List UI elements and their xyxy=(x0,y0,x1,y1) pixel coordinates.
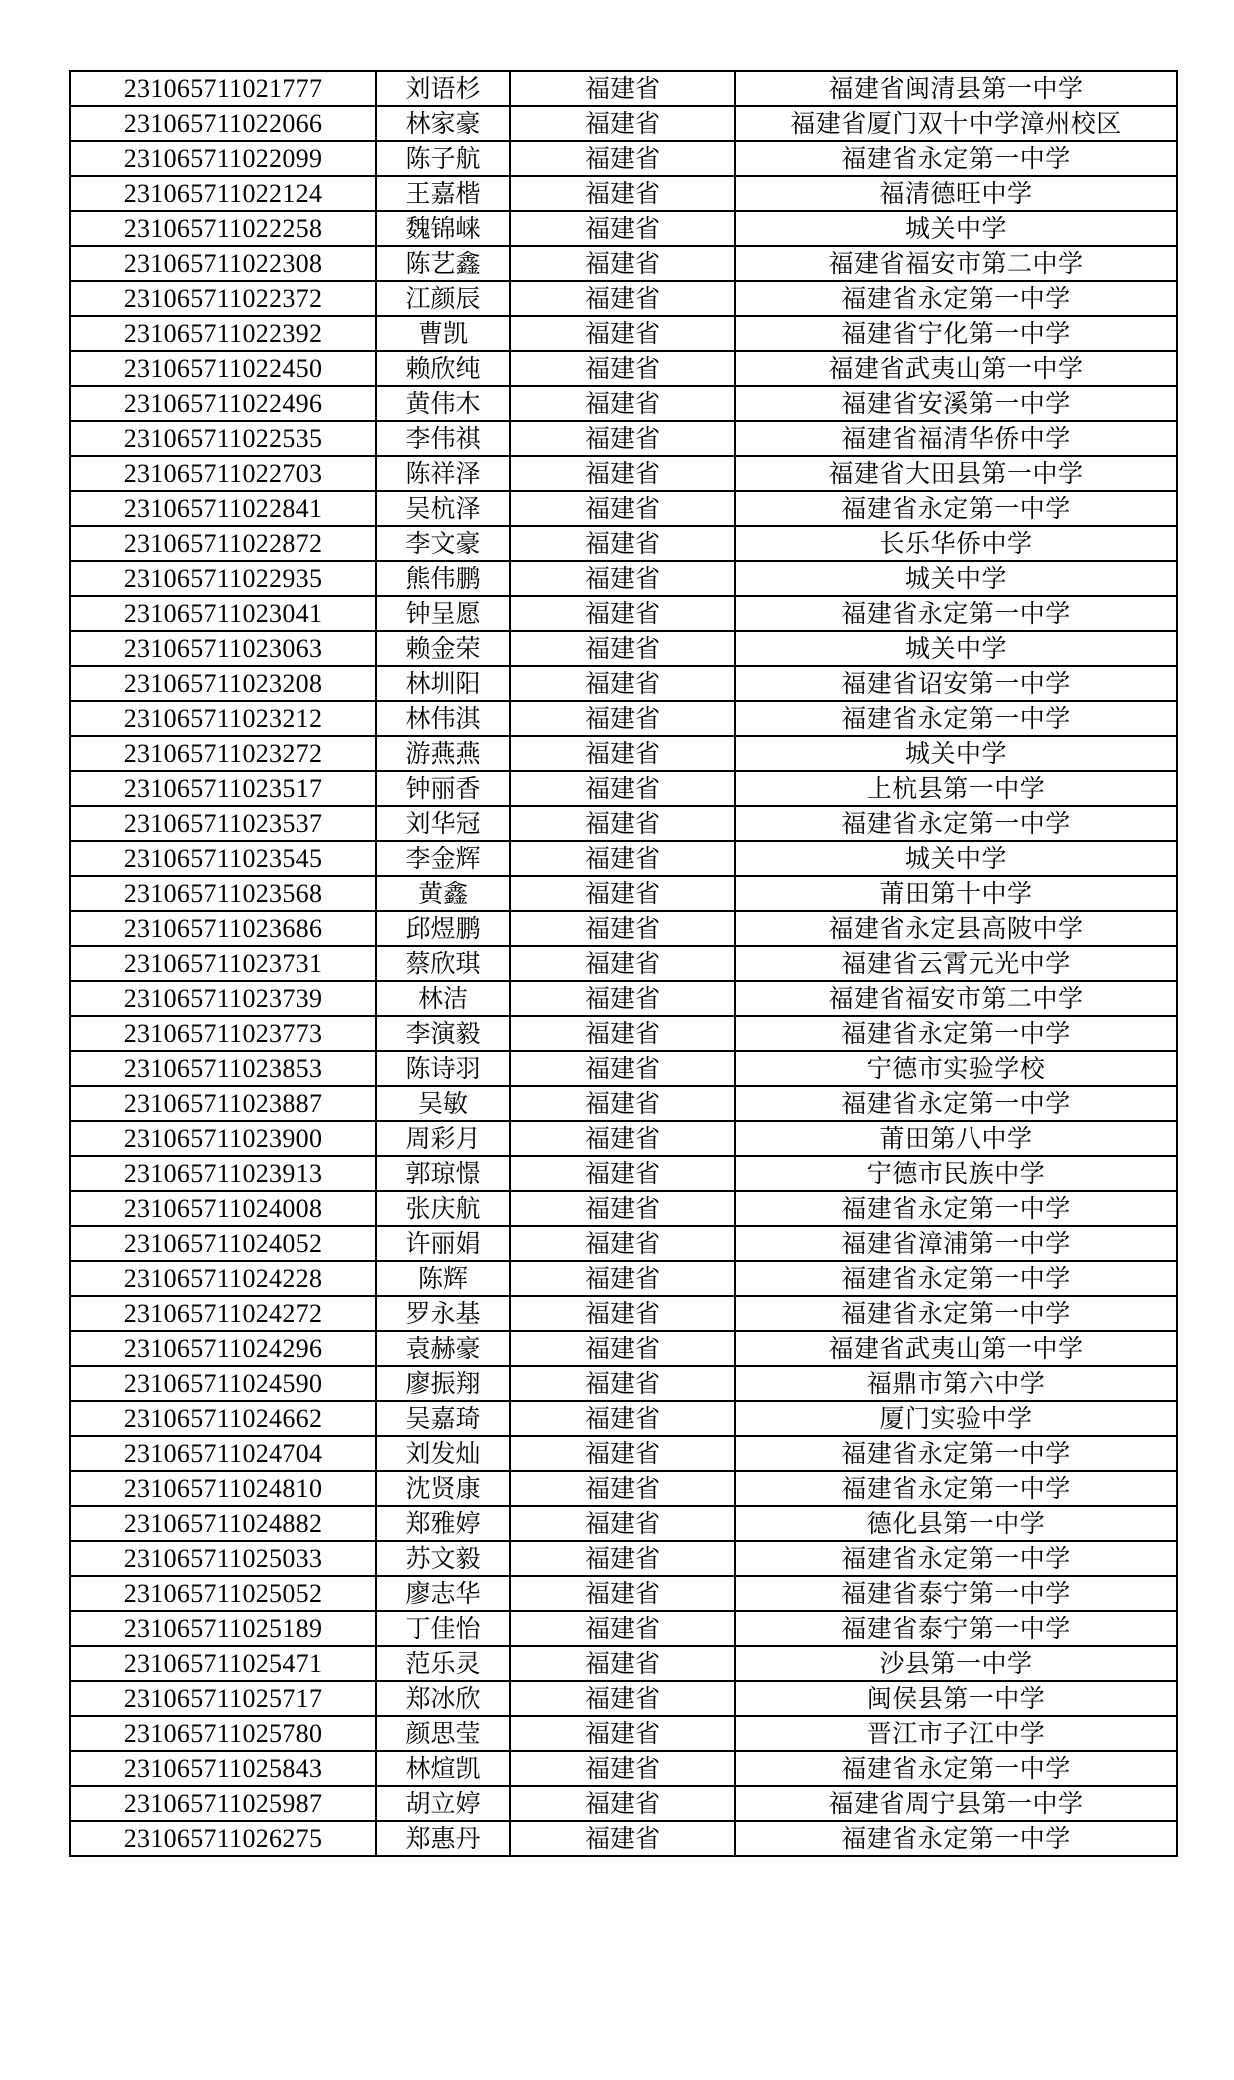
school-cell: 德化县第一中学 xyxy=(735,1506,1177,1541)
admission-roster-table xyxy=(69,70,1178,1857)
school-cell: 福建省永定第一中学 xyxy=(735,1541,1177,1576)
student-name-cell: 郑雅婷 xyxy=(376,1506,510,1541)
school-cell: 福建省永定第一中学 xyxy=(735,1191,1177,1226)
student-name-cell: 刘语杉 xyxy=(376,71,510,106)
student-name-cell: 吴嘉琦 xyxy=(376,1401,510,1436)
candidate-id-cell: 231065711025033 xyxy=(70,1541,376,1576)
school-cell: 福建省福安市第二中学 xyxy=(735,246,1177,281)
school-cell: 城关中学 xyxy=(735,211,1177,246)
province-cell: 福建省 xyxy=(510,701,735,736)
school-cell: 城关中学 xyxy=(735,736,1177,771)
province-cell: 福建省 xyxy=(510,351,735,386)
candidate-id-cell: 231065711023568 xyxy=(70,876,376,911)
student-name-cell: 熊伟鹏 xyxy=(376,561,510,596)
candidate-id-cell: 231065711023517 xyxy=(70,771,376,806)
school-cell: 福建省诏安第一中学 xyxy=(735,666,1177,701)
province-cell: 福建省 xyxy=(510,1681,735,1716)
school-cell: 福建省永定第一中学 xyxy=(735,1086,1177,1121)
table-row xyxy=(70,771,1177,806)
school-cell: 福建省永定第一中学 xyxy=(735,491,1177,526)
table-row xyxy=(70,1436,1177,1471)
table-row xyxy=(70,1331,1177,1366)
school-cell: 福建省永定第一中学 xyxy=(735,1751,1177,1786)
student-name-cell: 胡立婷 xyxy=(376,1786,510,1821)
candidate-id-cell: 231065711023773 xyxy=(70,1016,376,1051)
student-name-cell: 陈祥泽 xyxy=(376,456,510,491)
candidate-id-cell: 231065711023887 xyxy=(70,1086,376,1121)
candidate-id-cell: 231065711025189 xyxy=(70,1611,376,1646)
table-row xyxy=(70,1821,1177,1856)
candidate-id-cell: 231065711025780 xyxy=(70,1716,376,1751)
student-name-cell: 刘华冠 xyxy=(376,806,510,841)
province-cell: 福建省 xyxy=(510,561,735,596)
province-cell: 福建省 xyxy=(510,1471,735,1506)
table-row xyxy=(70,806,1177,841)
candidate-id-cell: 231065711023731 xyxy=(70,946,376,981)
table-row xyxy=(70,351,1177,386)
candidate-id-cell: 231065711025843 xyxy=(70,1751,376,1786)
province-cell: 福建省 xyxy=(510,1401,735,1436)
table-row xyxy=(70,736,1177,771)
school-cell: 城关中学 xyxy=(735,561,1177,596)
province-cell: 福建省 xyxy=(510,1366,735,1401)
school-cell: 福建省泰宁第一中学 xyxy=(735,1576,1177,1611)
school-cell: 厦门实验中学 xyxy=(735,1401,1177,1436)
candidate-id-cell: 231065711023853 xyxy=(70,1051,376,1086)
student-name-cell: 苏文毅 xyxy=(376,1541,510,1576)
province-cell: 福建省 xyxy=(510,1821,735,1856)
student-name-cell: 钟丽香 xyxy=(376,771,510,806)
school-cell: 城关中学 xyxy=(735,841,1177,876)
province-cell: 福建省 xyxy=(510,981,735,1016)
province-cell: 福建省 xyxy=(510,1051,735,1086)
province-cell: 福建省 xyxy=(510,596,735,631)
candidate-id-cell: 231065711022124 xyxy=(70,176,376,211)
table-row xyxy=(70,1506,1177,1541)
table-row xyxy=(70,1016,1177,1051)
candidate-id-cell: 231065711022703 xyxy=(70,456,376,491)
candidate-id-cell: 231065711022308 xyxy=(70,246,376,281)
table-row xyxy=(70,141,1177,176)
province-cell: 福建省 xyxy=(510,736,735,771)
table-row xyxy=(70,841,1177,876)
table-row xyxy=(70,1751,1177,1786)
student-name-cell: 袁赫豪 xyxy=(376,1331,510,1366)
student-name-cell: 黄伟木 xyxy=(376,386,510,421)
table-row xyxy=(70,1086,1177,1121)
student-name-cell: 陈辉 xyxy=(376,1261,510,1296)
province-cell: 福建省 xyxy=(510,1436,735,1471)
table-row xyxy=(70,491,1177,526)
province-cell: 福建省 xyxy=(510,526,735,561)
table-row xyxy=(70,1366,1177,1401)
candidate-id-cell: 231065711025471 xyxy=(70,1646,376,1681)
table-row xyxy=(70,176,1177,211)
school-cell: 福建省厦门双十中学漳州校区 xyxy=(735,106,1177,141)
province-cell: 福建省 xyxy=(510,1611,735,1646)
candidate-id-cell: 231065711022099 xyxy=(70,141,376,176)
school-cell: 福建省永定第一中学 xyxy=(735,141,1177,176)
province-cell: 福建省 xyxy=(510,631,735,666)
school-cell: 福建省永定第一中学 xyxy=(735,1471,1177,1506)
student-name-cell: 陈诗羽 xyxy=(376,1051,510,1086)
table-row xyxy=(70,1121,1177,1156)
province-cell: 福建省 xyxy=(510,771,735,806)
table-row xyxy=(70,1261,1177,1296)
province-cell: 福建省 xyxy=(510,176,735,211)
student-name-cell: 李文豪 xyxy=(376,526,510,561)
table-row xyxy=(70,106,1177,141)
table-row xyxy=(70,246,1177,281)
province-cell: 福建省 xyxy=(510,1086,735,1121)
school-cell: 上杭县第一中学 xyxy=(735,771,1177,806)
school-cell: 福建省永定第一中学 xyxy=(735,1296,1177,1331)
student-name-cell: 周彩月 xyxy=(376,1121,510,1156)
province-cell: 福建省 xyxy=(510,1716,735,1751)
table-row xyxy=(70,981,1177,1016)
candidate-id-cell: 231065711022841 xyxy=(70,491,376,526)
school-cell: 晋江市子江中学 xyxy=(735,1716,1177,1751)
school-cell: 福建省大田县第一中学 xyxy=(735,456,1177,491)
province-cell: 福建省 xyxy=(510,911,735,946)
table-row xyxy=(70,561,1177,596)
student-name-cell: 吴杭泽 xyxy=(376,491,510,526)
student-name-cell: 廖志华 xyxy=(376,1576,510,1611)
table-row xyxy=(70,701,1177,736)
school-cell: 福建省福安市第二中学 xyxy=(735,981,1177,1016)
school-cell: 福建省泰宁第一中学 xyxy=(735,1611,1177,1646)
school-cell: 福建省安溪第一中学 xyxy=(735,386,1177,421)
province-cell: 福建省 xyxy=(510,876,735,911)
student-name-cell: 林家豪 xyxy=(376,106,510,141)
candidate-id-cell: 231065711024296 xyxy=(70,1331,376,1366)
candidate-id-cell: 231065711022372 xyxy=(70,281,376,316)
table-row xyxy=(70,421,1177,456)
province-cell: 福建省 xyxy=(510,1296,735,1331)
candidate-id-cell: 231065711024704 xyxy=(70,1436,376,1471)
candidate-id-cell: 231065711025717 xyxy=(70,1681,376,1716)
table-row xyxy=(70,596,1177,631)
province-cell: 福建省 xyxy=(510,1751,735,1786)
candidate-id-cell: 231065711023063 xyxy=(70,631,376,666)
table-row xyxy=(70,1156,1177,1191)
province-cell: 福建省 xyxy=(510,841,735,876)
student-name-cell: 郑惠丹 xyxy=(376,1821,510,1856)
table-row xyxy=(70,631,1177,666)
table-row xyxy=(70,281,1177,316)
table-row xyxy=(70,946,1177,981)
school-cell: 福建省周宁县第一中学 xyxy=(735,1786,1177,1821)
province-cell: 福建省 xyxy=(510,1226,735,1261)
student-name-cell: 郑冰欣 xyxy=(376,1681,510,1716)
student-name-cell: 蔡欣琪 xyxy=(376,946,510,981)
table-row xyxy=(70,1541,1177,1576)
candidate-id-cell: 231065711021777 xyxy=(70,71,376,106)
school-cell: 福建省宁化第一中学 xyxy=(735,316,1177,351)
province-cell: 福建省 xyxy=(510,316,735,351)
candidate-id-cell: 231065711023545 xyxy=(70,841,376,876)
province-cell: 福建省 xyxy=(510,1156,735,1191)
table-row xyxy=(70,1646,1177,1681)
table-row xyxy=(70,386,1177,421)
province-cell: 福建省 xyxy=(510,386,735,421)
student-name-cell: 张庆航 xyxy=(376,1191,510,1226)
school-cell: 福建省云霄元光中学 xyxy=(735,946,1177,981)
candidate-id-cell: 231065711026275 xyxy=(70,1821,376,1856)
candidate-id-cell: 231065711023208 xyxy=(70,666,376,701)
province-cell: 福建省 xyxy=(510,106,735,141)
student-name-cell: 钟呈愿 xyxy=(376,596,510,631)
province-cell: 福建省 xyxy=(510,211,735,246)
candidate-id-cell: 231065711023272 xyxy=(70,736,376,771)
table-row xyxy=(70,456,1177,491)
school-cell: 福建省永定第一中学 xyxy=(735,1016,1177,1051)
province-cell: 福建省 xyxy=(510,666,735,701)
student-name-cell: 颜思莹 xyxy=(376,1716,510,1751)
table-row xyxy=(70,1226,1177,1261)
school-cell: 福建省永定第一中学 xyxy=(735,1821,1177,1856)
candidate-id-cell: 231065711023913 xyxy=(70,1156,376,1191)
table-row xyxy=(70,1191,1177,1226)
student-name-cell: 刘发灿 xyxy=(376,1436,510,1471)
table-row xyxy=(70,876,1177,911)
student-name-cell: 李演毅 xyxy=(376,1016,510,1051)
school-cell: 沙县第一中学 xyxy=(735,1646,1177,1681)
student-name-cell: 魏锦崃 xyxy=(376,211,510,246)
province-cell: 福建省 xyxy=(510,1576,735,1611)
school-cell: 福建省永定第一中学 xyxy=(735,806,1177,841)
student-name-cell: 江颜辰 xyxy=(376,281,510,316)
school-cell: 宁德市民族中学 xyxy=(735,1156,1177,1191)
school-cell: 宁德市实验学校 xyxy=(735,1051,1177,1086)
table-row xyxy=(70,1786,1177,1821)
province-cell: 福建省 xyxy=(510,1506,735,1541)
school-cell: 福建省武夷山第一中学 xyxy=(735,351,1177,386)
student-name-cell: 赖欣纯 xyxy=(376,351,510,386)
province-cell: 福建省 xyxy=(510,141,735,176)
table-row xyxy=(70,1681,1177,1716)
student-name-cell: 黄鑫 xyxy=(376,876,510,911)
student-name-cell: 邱煜鹏 xyxy=(376,911,510,946)
student-name-cell: 李金辉 xyxy=(376,841,510,876)
school-cell: 福建省永定第一中学 xyxy=(735,596,1177,631)
candidate-id-cell: 231065711023537 xyxy=(70,806,376,841)
student-name-cell: 吴敏 xyxy=(376,1086,510,1121)
school-cell: 福建省永定第一中学 xyxy=(735,1436,1177,1471)
school-cell: 福建省漳浦第一中学 xyxy=(735,1226,1177,1261)
student-name-cell: 林洁 xyxy=(376,981,510,1016)
table-row xyxy=(70,1471,1177,1506)
candidate-id-cell: 231065711024228 xyxy=(70,1261,376,1296)
table-row xyxy=(70,1401,1177,1436)
province-cell: 福建省 xyxy=(510,806,735,841)
school-cell: 莆田第十中学 xyxy=(735,876,1177,911)
student-name-cell: 游燕燕 xyxy=(376,736,510,771)
candidate-id-cell: 231065711024008 xyxy=(70,1191,376,1226)
school-cell: 福建省永定第一中学 xyxy=(735,281,1177,316)
province-cell: 福建省 xyxy=(510,456,735,491)
province-cell: 福建省 xyxy=(510,946,735,981)
candidate-id-cell: 231065711022872 xyxy=(70,526,376,561)
table-row xyxy=(70,1611,1177,1646)
candidate-id-cell: 231065711022066 xyxy=(70,106,376,141)
province-cell: 福建省 xyxy=(510,421,735,456)
student-name-cell: 郭琼憬 xyxy=(376,1156,510,1191)
student-name-cell: 陈子航 xyxy=(376,141,510,176)
roster-table-body xyxy=(70,71,1177,1856)
school-cell: 福建省福清华侨中学 xyxy=(735,421,1177,456)
province-cell: 福建省 xyxy=(510,281,735,316)
candidate-id-cell: 231065711022535 xyxy=(70,421,376,456)
table-row xyxy=(70,1296,1177,1331)
student-name-cell: 林圳阳 xyxy=(376,666,510,701)
school-cell: 福鼎市第六中学 xyxy=(735,1366,1177,1401)
student-name-cell: 范乐灵 xyxy=(376,1646,510,1681)
candidate-id-cell: 231065711024272 xyxy=(70,1296,376,1331)
candidate-id-cell: 231065711023900 xyxy=(70,1121,376,1156)
student-name-cell: 赖金荣 xyxy=(376,631,510,666)
school-cell: 福建省永定第一中学 xyxy=(735,701,1177,736)
candidate-id-cell: 231065711025052 xyxy=(70,1576,376,1611)
student-name-cell: 曹凯 xyxy=(376,316,510,351)
candidate-id-cell: 231065711024052 xyxy=(70,1226,376,1261)
school-cell: 福建省闽清县第一中学 xyxy=(735,71,1177,106)
province-cell: 福建省 xyxy=(510,1541,735,1576)
student-name-cell: 陈艺鑫 xyxy=(376,246,510,281)
candidate-id-cell: 231065711023212 xyxy=(70,701,376,736)
table-row xyxy=(70,211,1177,246)
student-name-cell: 李伟祺 xyxy=(376,421,510,456)
school-cell: 福建省永定县高陂中学 xyxy=(735,911,1177,946)
school-cell: 长乐华侨中学 xyxy=(735,526,1177,561)
candidate-id-cell: 231065711025987 xyxy=(70,1786,376,1821)
school-cell: 莆田第八中学 xyxy=(735,1121,1177,1156)
school-cell: 福建省武夷山第一中学 xyxy=(735,1331,1177,1366)
table-row xyxy=(70,71,1177,106)
candidate-id-cell: 231065711024662 xyxy=(70,1401,376,1436)
candidate-id-cell: 231065711023686 xyxy=(70,911,376,946)
candidate-id-cell: 231065711024810 xyxy=(70,1471,376,1506)
student-name-cell: 林煊凯 xyxy=(376,1751,510,1786)
candidate-id-cell: 231065711022450 xyxy=(70,351,376,386)
student-name-cell: 许丽娟 xyxy=(376,1226,510,1261)
table-row xyxy=(70,1716,1177,1751)
table-row xyxy=(70,1576,1177,1611)
table-row xyxy=(70,1051,1177,1086)
table-row xyxy=(70,316,1177,351)
table-row xyxy=(70,911,1177,946)
student-name-cell: 廖振翔 xyxy=(376,1366,510,1401)
province-cell: 福建省 xyxy=(510,1646,735,1681)
candidate-id-cell: 231065711023739 xyxy=(70,981,376,1016)
candidate-id-cell: 231065711022258 xyxy=(70,211,376,246)
province-cell: 福建省 xyxy=(510,1331,735,1366)
student-name-cell: 王嘉楷 xyxy=(376,176,510,211)
province-cell: 福建省 xyxy=(510,246,735,281)
student-name-cell: 沈贤康 xyxy=(376,1471,510,1506)
candidate-id-cell: 231065711024882 xyxy=(70,1506,376,1541)
province-cell: 福建省 xyxy=(510,1261,735,1296)
table-row xyxy=(70,526,1177,561)
province-cell: 福建省 xyxy=(510,1786,735,1821)
province-cell: 福建省 xyxy=(510,1121,735,1156)
school-cell: 闽侯县第一中学 xyxy=(735,1681,1177,1716)
province-cell: 福建省 xyxy=(510,1016,735,1051)
student-name-cell: 罗永基 xyxy=(376,1296,510,1331)
student-name-cell: 丁佳怡 xyxy=(376,1611,510,1646)
candidate-id-cell: 231065711022392 xyxy=(70,316,376,351)
school-cell: 福建省永定第一中学 xyxy=(735,1261,1177,1296)
candidate-id-cell: 231065711024590 xyxy=(70,1366,376,1401)
school-cell: 福清德旺中学 xyxy=(735,176,1177,211)
province-cell: 福建省 xyxy=(510,71,735,106)
province-cell: 福建省 xyxy=(510,491,735,526)
candidate-id-cell: 231065711022496 xyxy=(70,386,376,421)
candidate-id-cell: 231065711023041 xyxy=(70,596,376,631)
province-cell: 福建省 xyxy=(510,1191,735,1226)
table-row xyxy=(70,666,1177,701)
school-cell: 城关中学 xyxy=(735,631,1177,666)
student-name-cell: 林伟淇 xyxy=(376,701,510,736)
candidate-id-cell: 231065711022935 xyxy=(70,561,376,596)
